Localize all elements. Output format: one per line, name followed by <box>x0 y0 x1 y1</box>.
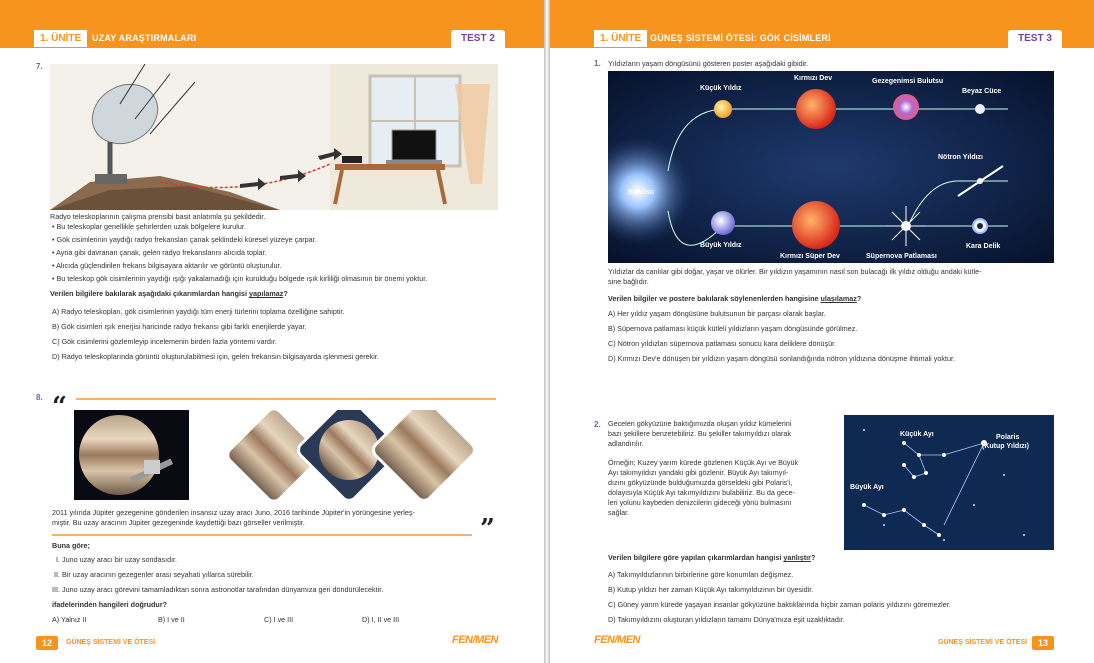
left-page <box>0 0 544 663</box>
right-page <box>550 0 1094 663</box>
q2-question: Verilen bilgilere göre yapılan çıkarımlardan hangisi yanlıştır? <box>608 553 816 562</box>
footer-title: GÜNEŞ SİSTEMİ VE ÖTESİ <box>938 639 1028 646</box>
label-kara-delik: Kara Delik <box>966 243 1001 250</box>
test-tab: TEST 2 <box>451 30 505 48</box>
q1-option-a[interactable]: A) Her yıldız yaşam döngüsüne bulutsunun bir parçası olarak başlar. <box>608 309 826 318</box>
label-buyuk-ayi: Büyük Ayı <box>850 484 884 491</box>
q7-option-a[interactable]: A) Radyo teleskopları, gök cisimlerinin yaydığı tüm enerji türlerini toplama özelliğine sahiptir. <box>52 307 345 316</box>
q1-option-b[interactable]: B) Süpernova patlaması küçük kütleli yıldızların yaşam döngüsünde görülmez. <box>608 324 858 333</box>
constellation-image <box>844 415 1054 550</box>
open-quote-icon: “ <box>52 392 67 422</box>
q1-option-c[interactable]: C) Nötron yıldızları süpernova patlaması sonucu kara deliklere dönüşür. <box>608 339 837 348</box>
label-kucuk-ayi: Küçük Ayı <box>900 431 934 438</box>
q7-option-c[interactable]: C) Gök cisimlerini gözlemleyip incelemenin birden fazla yöntemi vardır. <box>52 337 277 346</box>
q8-option-d[interactable]: D) I, II ve III <box>362 615 400 624</box>
q7-bullet: • Gök cisimlerinin yaydığı radyo frekansları çanak şeklindeki küresel yüzeye çarpar. <box>52 235 317 244</box>
label-beyaz-cuce: Beyaz Cüce <box>962 88 1002 95</box>
q2-option-d[interactable]: D) Takımyıldızını oluşturan yıldızların tamamı Dünya'mıza eşit uzaklıktadır. <box>608 615 845 624</box>
q7-bullet: • Alıcıda güçlendirilen frekans bilgisayara aktarılır ve görüntü oluşturulur. <box>52 261 282 270</box>
question-number: 8. <box>36 393 43 402</box>
label-bulutsu: Bulutsu <box>628 189 655 196</box>
q1-option-d[interactable]: D) Kırmızı Dev'e dönüşen bir yıldızın yaşam döngüsü sonlandığında nötron yıldızına dönüşme ihtimali yoktur. <box>608 354 955 363</box>
label-polaris: Polaris <box>996 434 1020 441</box>
unit-label: 1. ÜNİTE <box>34 30 87 47</box>
page-number: 13 <box>1032 636 1054 650</box>
poster-graphic <box>608 71 1054 263</box>
label-kucuk-yildiz: Küçük Yıldız <box>700 85 742 92</box>
q7-intro: Radyo teleskoplarının çalışma prensibi basit anlatımla şu şekildedir. <box>50 212 266 221</box>
q8-statement: III. Juno uzay aracı görevini tamamladıktan sonra astronotlar tarafından dünyamıza geri döndürülecektir. <box>52 585 384 594</box>
question-number: 2. <box>594 420 601 429</box>
q7-bullet: • Bu teleskop gök cisimlerinin yaydığı ışığı yakalamadığı için kurulduğu bölgede ışık kirliliği olmasının bir önemi yoktur. <box>52 274 428 283</box>
q8-option-b[interactable]: B) I ve II <box>158 615 185 624</box>
publisher-logo: FEN/MEN <box>594 634 640 646</box>
q1-description: Yıldızlar da canlılar gibi doğar, yaşar ve ölürler. Bir yıldızın yaşamının nasıl son bulacağı ilk yıldız olduğu andaki kütle- sine bağlıdır. <box>608 267 982 286</box>
label-kutup-yildizi: (Kutup Yıldızı) <box>982 443 1029 450</box>
juno-jupiter-images <box>74 410 494 510</box>
label-notron-yildizi: Nötron Yıldızı <box>938 154 983 161</box>
publisher-logo: FEN/MEN <box>452 634 498 646</box>
q7-option-b[interactable]: B) Gök cisimleri ışık enerjisi haricinde radyo frekansı gibi farklı enerjilerde yayar. <box>52 322 307 331</box>
q7-bullet: • Ayna gibi davranan çanak, gelen radyo frekanslarını alıcıda toplar. <box>52 248 267 257</box>
page-number: 12 <box>36 636 58 650</box>
section-title: UZAY ARAŞTIRMALARI <box>92 33 197 43</box>
label-kirmizi-super-dev: Kırmızı Süper Dev <box>780 253 840 260</box>
q2-option-b[interactable]: B) Kutup yıldızı her zaman Küçük Ayı takımyıldızının bir üyesidir. <box>608 585 814 594</box>
divider <box>76 398 496 400</box>
q2-option-c[interactable]: C) Güney yarım kürede yaşayan insanlar gökyüzüne baktıklarında hiçbir zaman polaris yıldızını göremezler. <box>608 600 951 609</box>
section-title: GÜNEŞ SİSTEMİ ÖTESİ: GÖK CİSİMLERİ <box>650 33 831 43</box>
q8-question: ifadelerinden hangileri doğrudur? <box>52 600 168 609</box>
label-buyuk-yildiz: Büyük Yıldız <box>700 242 742 249</box>
q1-intro: Yıldızların yaşam döngüsünü gösteren poster aşağıdaki gibidir. <box>608 59 809 68</box>
q7-option-d[interactable]: D) Radyo teleskoplarında görüntü oluşturulabilmesi için, gelen frekansın bilgisayarda işlenmesi gerekir. <box>52 352 379 361</box>
q8-option-c[interactable]: C) I ve III <box>264 615 294 624</box>
close-quote-icon: ” <box>480 514 495 544</box>
star-lifecycle-poster <box>608 71 1054 263</box>
radio-telescope-illustration <box>50 64 498 210</box>
divider <box>52 534 472 536</box>
q8-statement: I. Juno uzay aracı bir uzay sondasıdır. <box>56 555 178 564</box>
q8-statement: II. Bir uzay aracının gezegenler arası seyahati yıllarca sürebilir. <box>54 570 254 579</box>
label-gezegenimsi-bulutsu: Gezegenimsi Bulutsu <box>872 78 944 85</box>
q1-question: Verilen bilgiler ve postere bakılarak söylenenlerden hangisine ulaşılamaz? <box>608 294 862 303</box>
q8-option-a[interactable]: A) Yalnız II <box>52 615 87 624</box>
footer-title: GÜNEŞ SİSTEMİ VE ÖTESİ <box>66 639 156 646</box>
question-number: 7. <box>36 62 43 71</box>
q2-paragraph-1: Geceleri gökyüzüne baktığımızda oluşan yıldız kümelerini bazı şekillere benzetebiliriz. Bu şekiller takımyıldızı olarak adlandırılır. <box>608 419 792 448</box>
q2-option-a[interactable]: A) Takımyıldızlarının birbirlerine göre konumları değişmez. <box>608 570 794 579</box>
q8-buna-gore: Buna göre; <box>52 541 90 550</box>
q2-paragraph-2: Örneğin; Kuzey yarım kürede gözlenen Küçük Ayı ve Büyük Ayı takımyıldızı yandaki gibi gözlenir. Büyük Ayı takımyıl- dızını gökyüzünde bulduğumuzda görseldeki gibi Polaris'i, dolayısıyla Küçük Ayı takımyıldızını bulabiliriz. Bu da gece- leri yolunu kaybeden denizcilerin gideceği yönü bulmasını sağlar. <box>608 458 799 517</box>
q8-caption: 2011 yılında Jüpiter gezegenine gönderilen insansız uzay aracı Juno, 2016 tarihinde Jüpiter'in yörüngesine yerleş- miştir. Bu uzay aracının Jüpiter gezegeninde kaydettiği bazı görseller verilmiştir. <box>52 508 415 527</box>
q7-bullet: • Bu teleskoplar genellikle şehirlerden uzak bölgelere kurulur. <box>52 222 246 231</box>
q7-question: Verilen bilgilere bakılarak aşağıdaki çıkarımlardan hangisi yapılamaz? <box>50 289 288 298</box>
test-tab: TEST 3 <box>1008 30 1062 48</box>
unit-label: 1. ÜNİTE <box>594 30 647 47</box>
label-kirmizi-dev: Kırmızı Dev <box>794 75 833 82</box>
label-supernova: Süpernova Patlaması <box>866 253 937 260</box>
question-number: 1. <box>594 59 601 68</box>
